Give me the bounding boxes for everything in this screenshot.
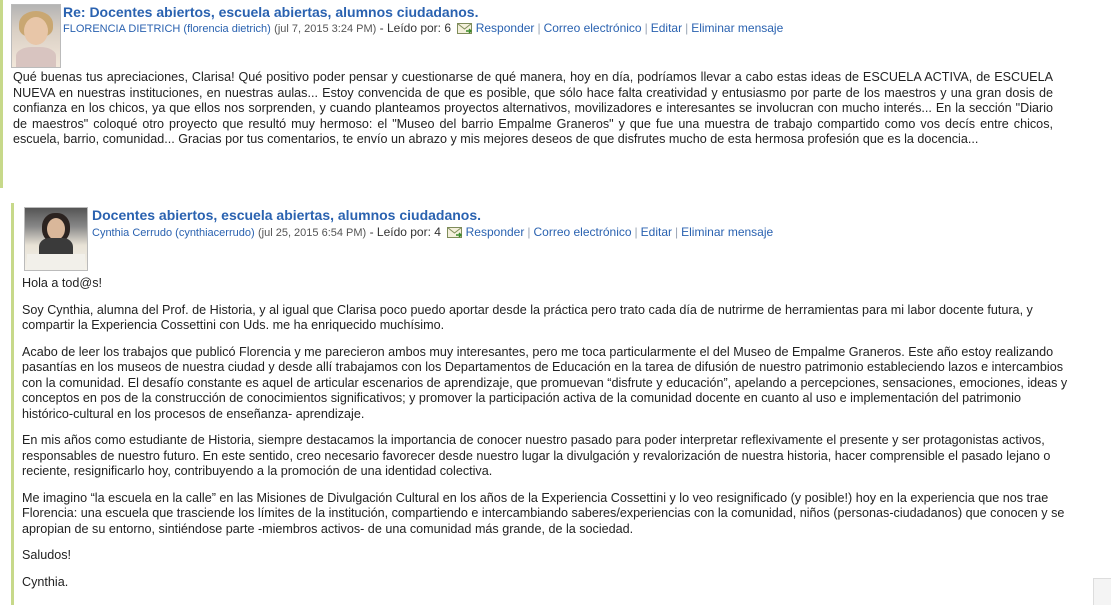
scrollbar-corner[interactable] xyxy=(1093,578,1111,605)
post-date: (jul 7, 2015 3:24 PM) xyxy=(274,23,377,35)
post-body: Qué buenas tus apreciaciones, Clarisa! Qué positivo poder pensar y cuestionarse de qué manera, hoy en día, podríamos llevar a cabo estas ideas de ESCUELA ACTIVA, de ESCUELA NUEVA en nuestras instituciones, en nuestras aulas... Estoy convencida de que es posible, que sólo hace falta creatividad y entusiasmo por parte de los maestros y una gran dosis de confianza en los chicos, ya que ellos nos sorprenden, y cuando planteamos proyectos alternativos, movilizadores e interesantes se involucran con mucho interés... En la sección "Diario de maestros" coloqué otro proyecto que resultó muy hermoso: el "Museo del barrio Empalme Graneros" y que fue una muestra de trabajo compartido como vos decís entre chicos, escuela, barrio, comunidad... Gracias por tus comentarios, te envío un abrazo y mis mejores deseos de que disfrutes mucho de esta hermosa profesión que es la docencia... xyxy=(13,70,1053,146)
reply-link[interactable]: Responder xyxy=(475,21,535,35)
envelope-arrow-icon[interactable] xyxy=(447,227,462,238)
message-post-florencia xyxy=(0,0,1111,188)
avatar-cynthia[interactable] xyxy=(24,207,88,271)
post-date: (jul 25, 2015 6:54 PM) xyxy=(257,227,367,239)
paragraph: Soy Cynthia, alumna del Prof. de Historia, y al igual que Clarisa poco puedo aportar desde la práctica pero trato cada día de nutrirme de herramientas para mi labor docente futura, y compartir la Experiencia Cossettini con Uds. me ha enriquecido muchísimo. xyxy=(22,302,1033,332)
paragraph: Acabo de leer los trabajos que publicó Florencia y me parecieron ambos muy interesantes, pero me toca particularmente el del Museo de Empalme Graneros. Este año estoy realizando pasantías en los museos de nuestra ciudad y desde allí trabajamos con los Departamentos de Educación en la tarea de difusión de nuestro patrimonio estableciendo lazos e intercambios con la comunidad. El desafío constante es aquel de articular escenarios de aprendizaje, que promuevan “disfrute y educación”, apelando a percepciones, sensaciones, emociones, ideas y conceptos en pos de la construcción de conocimientos significativos; y promover la participación activa de la comunidad docente en cuanto al uso e implementación del patrimonio histórico-cultural en los procesos de enseñanza- aprendizaje. xyxy=(22,344,1068,421)
post-title[interactable]: Docentes abiertos, escuela abiertas, alumnos ciudadanos. xyxy=(92,207,482,223)
email-link[interactable]: Correo electrónico xyxy=(533,225,632,239)
read-count: - Leído por: 4 xyxy=(369,225,441,239)
paragraph: En mis años como estudiante de Historia, siempre destacamos la importancia de conocer nuestro pasado para poder interpretar reflexivamente el presente y ser protagonistas activos, responsables de nuestro futuro. En este sentido, creo necesario favorecer desde nuestro lugar la divulgación y revalorización de nuestra historia, hacer comprensible el pasado lejano o reciente, resignificarlo hoy, contribuyendo a la promoción de una identidad colectiva. xyxy=(22,433,1051,478)
post-title[interactable]: Re: Docentes abiertos, escuela abiertas, alumnos ciudadanos. xyxy=(63,4,479,20)
author-link[interactable]: FLORENCIA DIETRICH (florencia dietrich) xyxy=(63,23,271,35)
email-link[interactable]: Correo electrónico xyxy=(543,21,642,35)
author-link[interactable]: Cynthia Cerrudo (cynthiacerrudo) xyxy=(92,227,255,239)
paragraph: Saludos! xyxy=(22,548,72,562)
edit-link[interactable]: Editar xyxy=(650,21,683,35)
delete-message-link[interactable]: Eliminar mensaje xyxy=(691,21,784,35)
post-body xyxy=(22,276,1070,601)
delete-message-link[interactable]: Eliminar mensaje xyxy=(681,225,774,239)
paragraph: Hola a tod@s! xyxy=(22,276,102,290)
envelope-arrow-icon[interactable] xyxy=(457,23,472,34)
message-post-cynthia xyxy=(11,203,1111,605)
post-meta: Cynthia Cerrudo (cynthiacerrudo) (jul 25, 2015 6:54 PM) - Leído por: 4 Responder | Correo electrónico | Editar | Eliminar mensaje xyxy=(92,225,774,239)
edit-link[interactable]: Editar xyxy=(640,225,673,239)
reply-link[interactable]: Responder xyxy=(465,225,525,239)
read-count: - Leído por: 6 xyxy=(379,21,452,35)
paragraph: Cynthia. xyxy=(22,574,69,589)
avatar-florencia[interactable] xyxy=(11,4,61,68)
post-meta: FLORENCIA DIETRICH (florencia dietrich) (jul 7, 2015 3:24 PM) - Leído por: 6 Responder | Correo electrónico | Editar | Eliminar mensaje xyxy=(63,21,784,35)
paragraph: Me imagino “la escuela en la calle” en las Misiones de Divulgación Cultural en los años de la Experiencia Cossettini y lo veo resignificado (y posible!) hoy en la experiencia que nos trae Florencia: una escuela que trasciende los límites de la institución, compartiendo e intercambiando saberes/experiencias con la comunidad, niños (personas-ciudadanos) que conocen y se apropian de su entorno, sintiéndose parte -miembros activos- de una comunidad más grande, de la sociedad. xyxy=(22,490,1065,536)
